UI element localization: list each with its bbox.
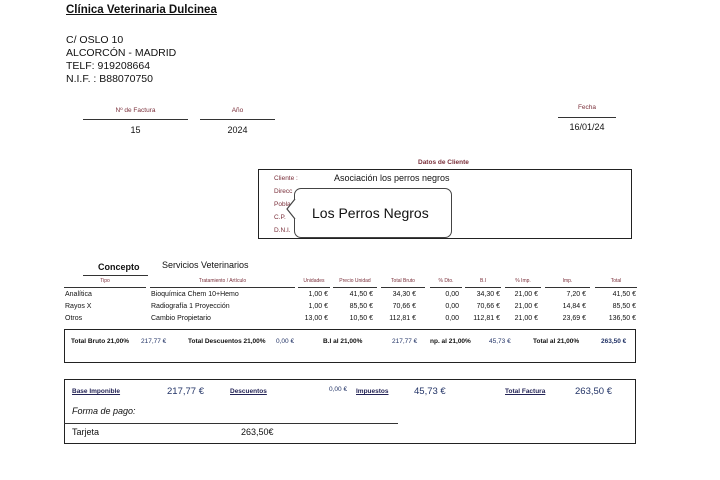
th-divider — [381, 287, 425, 288]
invoice-number: 15 — [130, 125, 141, 135]
cell-precio: 10,50 € — [349, 315, 373, 322]
payment-divider — [64, 423, 398, 424]
cell-imp: 14,84 € — [562, 303, 586, 310]
bi-label: B.I al 21,00% — [323, 338, 363, 345]
total-bruto-label: Total Bruto 21,00% — [71, 338, 130, 345]
concept-label: Concepto — [98, 262, 140, 272]
tooltip-pointer — [285, 198, 297, 220]
cell-unidades: 13,00 € — [304, 315, 328, 322]
client-name: Asociación los perros negros — [334, 173, 450, 183]
totals-box — [64, 329, 636, 363]
th-divider — [333, 287, 377, 288]
cell-tipo: Rayos X — [65, 303, 92, 310]
th-imp: Imp. — [562, 278, 573, 284]
total-descuentos-label: Total Descuentos 21,00% — [188, 338, 266, 345]
cell-unidades: 1,00 € — [308, 291, 328, 298]
footer-box — [64, 379, 636, 444]
payment-amount: 263,50€ — [241, 427, 274, 437]
th-precio-unidad: Precio Unidad — [339, 278, 371, 284]
company-phone: TELF: 919208664 — [66, 60, 151, 72]
cell-tratamiento: Bioquímica Chem 10+Hemo — [151, 291, 239, 298]
cell-tipo: Analítica — [65, 291, 92, 298]
cell-dto: 0,00 — [445, 291, 459, 298]
cell-bruto: 70,66 € — [392, 303, 416, 310]
descuentos-label: Descuentos — [230, 388, 267, 395]
cell-imp: 7,20 € — [566, 291, 586, 298]
th-divider — [505, 287, 541, 288]
invoice-year: 2024 — [227, 125, 248, 135]
cell-bi: 34,30 € — [476, 291, 500, 298]
cell-precio: 41,50 € — [349, 291, 373, 298]
company-name: Clínica Veterinaria Dulcinea — [66, 4, 217, 16]
th-divider — [64, 287, 146, 288]
th-imp-pct: % Imp. — [515, 278, 531, 284]
client-label-dni: D.N.I. — [274, 227, 291, 234]
total-bruto-value: 217,77 € — [141, 338, 167, 345]
client-label-cliente: Cliente : — [274, 175, 298, 182]
th-dto: % Dto. — [438, 278, 454, 284]
concept-divider — [83, 275, 148, 276]
total-descuentos-value: 0,00 € — [276, 338, 295, 345]
imp-value: 45,73 € — [489, 338, 511, 345]
cell-bi: 112,81 € — [473, 315, 500, 322]
base-imponible-value: 217,77 € — [167, 386, 204, 397]
payment-method-label: Forma de pago: — [72, 406, 136, 416]
base-imponible-label: Base Imponible — [72, 388, 121, 395]
th-divider — [545, 287, 590, 288]
payment-method: Tarjeta — [72, 427, 100, 437]
cell-imp-pct: 21,00 € — [514, 303, 538, 310]
invoice-year-label: Año — [231, 107, 244, 114]
cell-imp-pct: 21,00 € — [514, 315, 538, 322]
cell-precio: 85,50 € — [349, 303, 373, 310]
client-label-poblacion: Pobla — [274, 201, 291, 208]
th-unidades: Unidades — [303, 278, 325, 284]
client-label-direccion: Direcc — [274, 188, 293, 195]
cell-total: 136,50 € — [608, 315, 636, 322]
cell-bi: 70,66 € — [476, 303, 500, 310]
impuestos-label: Impuestos — [356, 388, 389, 395]
impuestos-value: 45,73 € — [414, 386, 446, 397]
th-tratamiento: Tratamiento / Artículo — [198, 278, 247, 284]
company-city: ALCORCÓN - MADRID — [66, 47, 177, 59]
invoice-year-divider — [200, 119, 275, 120]
th-divider — [430, 287, 462, 288]
company-address: C/ OSLO 10 — [66, 34, 124, 46]
bi-value: 217,77 € — [392, 338, 418, 345]
imp-label: np. al 21,00% — [430, 338, 471, 345]
descuentos-value: 0,00 € — [329, 386, 348, 393]
cell-tipo: Otros — [65, 315, 83, 322]
cell-total: 85,50 € — [612, 303, 636, 310]
cell-tratamiento: Radiografía 1 Proyección — [151, 303, 230, 310]
total-factura-label: Total Factura — [505, 388, 546, 395]
client-name-tooltip: Los Perros Negros — [294, 188, 452, 238]
total-factura-value: 263,50 € — [575, 386, 612, 397]
cell-bruto: 34,30 € — [392, 291, 416, 298]
concept-value: Servicios Veterinarios — [162, 260, 249, 270]
cell-imp-pct: 21,00 € — [514, 291, 538, 298]
invoice-number-divider — [83, 119, 188, 120]
th-tipo: Tipo — [100, 278, 110, 284]
cell-dto: 0,00 — [445, 315, 459, 322]
cell-dto: 0,00 — [445, 303, 459, 310]
invoice-date-label: Fecha — [577, 104, 597, 111]
th-bi: B.I — [479, 278, 487, 284]
cell-total: 41,50 € — [612, 291, 636, 298]
th-divider — [595, 287, 637, 288]
th-total-bruto: Total Bruto — [391, 278, 415, 284]
cell-bruto: 112,81 € — [389, 315, 416, 322]
total-value: 263,50 € — [601, 338, 627, 345]
invoice-date: 16/01/24 — [569, 122, 605, 132]
company-nif: N.I.F. : B88070750 — [66, 73, 153, 85]
invoice-date-divider — [558, 117, 616, 118]
th-divider — [298, 287, 330, 288]
cell-imp: 23,69 € — [562, 315, 586, 322]
client-label-cp: C.P. — [274, 214, 286, 221]
th-total: Total — [610, 278, 622, 284]
th-divider — [150, 287, 295, 288]
th-divider — [465, 287, 501, 288]
cell-unidades: 1,00 € — [308, 303, 328, 310]
total-label: Total al 21,00% — [533, 338, 580, 345]
client-section-title: Datos de Cliente — [418, 159, 469, 166]
cell-tratamiento: Cambio Propietario — [151, 315, 211, 322]
invoice-number-label: Nº de Factura — [115, 107, 156, 114]
